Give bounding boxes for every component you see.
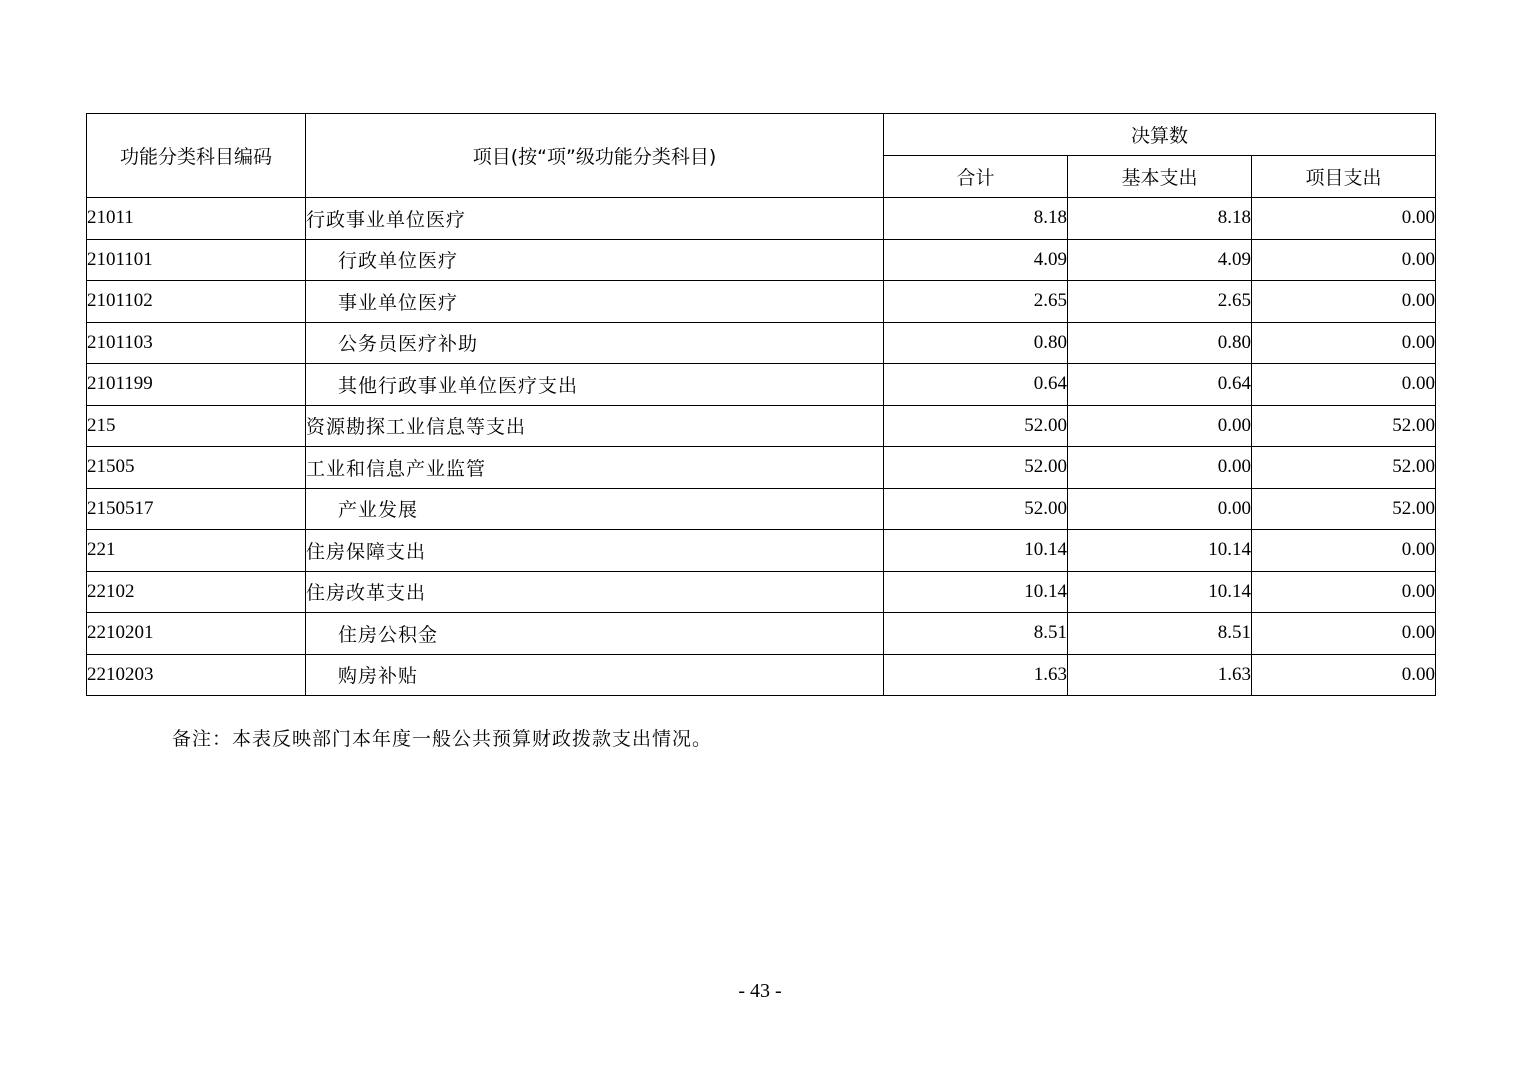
header-project: 项目支出 — [1252, 156, 1436, 198]
header-item: 项目(按“项”级功能分类科目) — [306, 114, 884, 198]
row-project: 52.00 — [1252, 447, 1436, 489]
row-code: 22102 — [87, 571, 306, 613]
table-row — [87, 239, 1436, 281]
header-group: 决算数 — [884, 114, 1436, 156]
row-total: 52.00 — [884, 405, 1068, 447]
row-total: 0.64 — [884, 364, 1068, 406]
row-total: 0.80 — [884, 322, 1068, 364]
row-basic: 10.14 — [1068, 571, 1252, 613]
row-code: 2210203 — [87, 654, 306, 696]
header-code: 功能分类科目编码 — [87, 114, 306, 198]
row-basic: 1.63 — [1068, 654, 1252, 696]
table-row — [87, 322, 1436, 364]
table-body — [87, 198, 1436, 696]
row-name: 公务员医疗补助 — [306, 322, 884, 364]
row-basic: 10.14 — [1068, 530, 1252, 572]
row-project: 52.00 — [1252, 488, 1436, 530]
table-row — [87, 447, 1436, 489]
row-code: 21011 — [87, 198, 306, 240]
row-basic: 0.64 — [1068, 364, 1252, 406]
row-project: 0.00 — [1252, 654, 1436, 696]
row-basic: 0.00 — [1068, 447, 1252, 489]
row-name: 产业发展 — [306, 488, 884, 530]
row-basic: 4.09 — [1068, 239, 1252, 281]
budget-table — [86, 113, 1436, 696]
row-total: 52.00 — [884, 488, 1068, 530]
table-header — [87, 114, 1436, 198]
row-project: 0.00 — [1252, 364, 1436, 406]
row-name: 购房补贴 — [306, 654, 884, 696]
row-name: 行政事业单位医疗 — [306, 198, 884, 240]
header-basic: 基本支出 — [1068, 156, 1252, 198]
row-code: 2101102 — [87, 281, 306, 323]
row-basic: 8.18 — [1068, 198, 1252, 240]
table-row — [87, 654, 1436, 696]
row-total: 1.63 — [884, 654, 1068, 696]
table-row — [87, 405, 1436, 447]
row-name: 事业单位医疗 — [306, 281, 884, 323]
header-total: 合计 — [884, 156, 1068, 198]
row-code: 215 — [87, 405, 306, 447]
row-code: 2101199 — [87, 364, 306, 406]
row-code: 221 — [87, 530, 306, 572]
row-basic: 8.51 — [1068, 613, 1252, 655]
row-name: 住房公积金 — [306, 613, 884, 655]
row-basic: 2.65 — [1068, 281, 1252, 323]
row-total: 2.65 — [884, 281, 1068, 323]
row-total: 10.14 — [884, 530, 1068, 572]
row-total: 8.51 — [884, 613, 1068, 655]
table-row — [87, 613, 1436, 655]
row-name: 其他行政事业单位医疗支出 — [306, 364, 884, 406]
row-project: 0.00 — [1252, 322, 1436, 364]
row-project: 0.00 — [1252, 571, 1436, 613]
table-row — [87, 198, 1436, 240]
row-code: 21505 — [87, 447, 306, 489]
row-project: 0.00 — [1252, 198, 1436, 240]
row-code: 2150517 — [87, 488, 306, 530]
table-row — [87, 571, 1436, 613]
table-note: 备注：本表反映部门本年度一般公共预算财政拨款支出情况。 — [172, 728, 713, 750]
page-number: - 43 - — [738, 980, 782, 1002]
row-project: 0.00 — [1252, 613, 1436, 655]
row-basic: 0.00 — [1068, 405, 1252, 447]
row-basic: 0.00 — [1068, 488, 1252, 530]
row-code: 2101103 — [87, 322, 306, 364]
row-project: 0.00 — [1252, 530, 1436, 572]
row-total: 4.09 — [884, 239, 1068, 281]
row-project: 0.00 — [1252, 239, 1436, 281]
row-project: 0.00 — [1252, 281, 1436, 323]
row-name: 住房改革支出 — [306, 571, 884, 613]
row-code: 2101101 — [87, 239, 306, 281]
row-name: 工业和信息产业监管 — [306, 447, 884, 489]
row-name: 住房保障支出 — [306, 530, 884, 572]
table-row — [87, 488, 1436, 530]
row-code: 2210201 — [87, 613, 306, 655]
row-total: 52.00 — [884, 447, 1068, 489]
table-row — [87, 281, 1436, 323]
row-total: 10.14 — [884, 571, 1068, 613]
row-name: 行政单位医疗 — [306, 239, 884, 281]
row-name: 资源勘探工业信息等支出 — [306, 405, 884, 447]
row-total: 8.18 — [884, 198, 1068, 240]
table-row — [87, 364, 1436, 406]
row-basic: 0.80 — [1068, 322, 1252, 364]
table-row — [87, 530, 1436, 572]
row-project: 52.00 — [1252, 405, 1436, 447]
